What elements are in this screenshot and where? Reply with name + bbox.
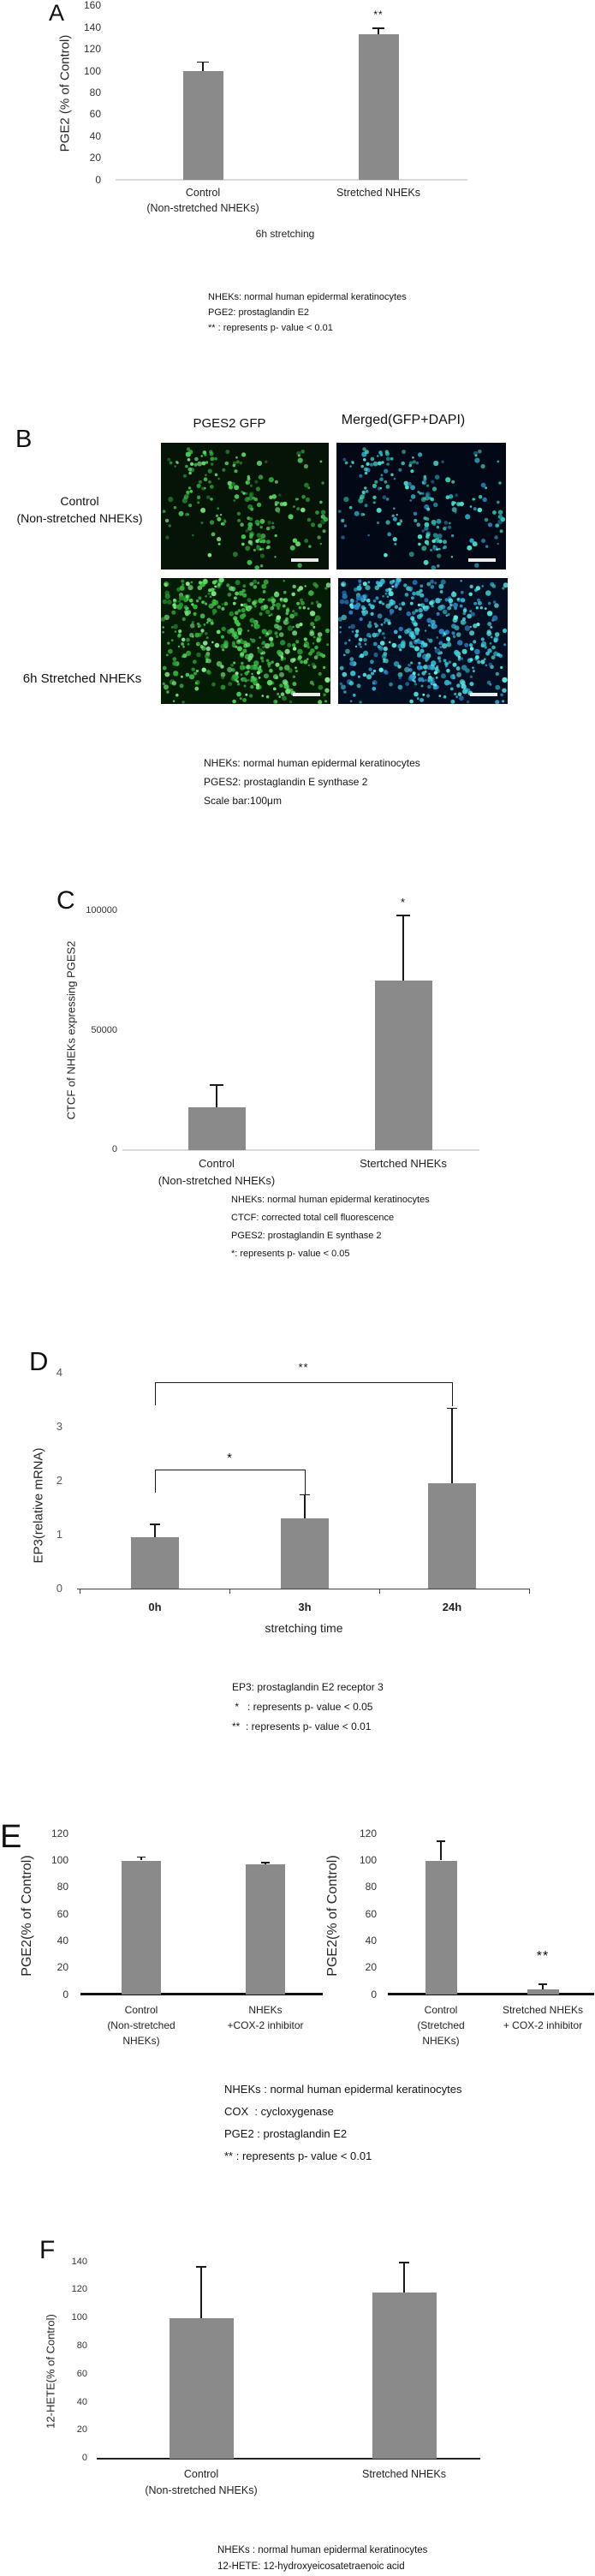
bar <box>170 2318 234 2459</box>
micrograph-stretched-merged <box>338 578 508 704</box>
y-tick-label: 100 <box>359 1854 377 1867</box>
y-tick-label: 120 <box>51 1827 68 1840</box>
category-label: Control <box>185 187 221 199</box>
y-tick-label: 40 <box>365 1934 377 1947</box>
y-tick-label: 1 <box>56 1527 62 1541</box>
category-label: (Non-stretched <box>107 2019 176 2031</box>
micrograph-canvas <box>338 578 508 704</box>
significance-mark: * <box>227 1451 233 1465</box>
error-bar-line <box>403 2262 404 2293</box>
significance-mark: * <box>400 896 407 909</box>
error-bar-cap <box>396 915 410 916</box>
y-axis-title-e1: PGE2(% of Control) <box>20 1855 34 1977</box>
sig-bracket-leg <box>155 1382 156 1405</box>
category-label: Control <box>183 2468 219 2480</box>
y-tick-label: 60 <box>57 1907 68 1920</box>
error-bar-cap <box>261 1862 270 1863</box>
y-tick-label: 80 <box>365 1881 377 1893</box>
micrograph-stretched-gfp <box>161 578 330 704</box>
category-label: Control <box>424 2004 458 2016</box>
bar <box>131 1537 179 1589</box>
category-label: Stretched NHEKs <box>502 2004 584 2016</box>
caption-c-line: PGES2: prostaglandin E synthase 2 <box>231 1231 382 1241</box>
y-tick-label: 0 <box>56 1581 62 1595</box>
bar <box>281 1518 329 1589</box>
error-bar-cap <box>137 1857 146 1858</box>
category-label: 0h <box>148 1601 162 1613</box>
column-header-merged: Merged(GFP+DAPI) <box>341 413 466 427</box>
micrograph-canvas <box>161 443 329 569</box>
error-bar-line <box>440 1840 441 1860</box>
bar <box>246 1864 285 1995</box>
error-bar-cap <box>447 1408 457 1410</box>
y-tick-label: 20 <box>89 152 101 164</box>
error-bar-line <box>200 2266 201 2318</box>
error-bar-cap <box>197 62 209 63</box>
category-label: +COX-2 inhibitor <box>227 2019 304 2031</box>
y-axis-title-e2: PGE2(% of Control) <box>325 1855 340 1977</box>
sig-bracket-leg <box>452 1382 453 1406</box>
micrograph-control-merged <box>336 443 506 569</box>
y-tick-label: 100 <box>83 64 101 77</box>
y-tick-label: 120 <box>83 43 101 56</box>
error-bar-cap <box>372 27 384 29</box>
error-bar-line <box>202 62 203 71</box>
caption-d-line: ** : represents p- value < 0.01 <box>232 1720 372 1732</box>
y-tick-label: 40 <box>89 129 101 142</box>
caption-c-line: CTCF: corrected total cell fluorescence <box>231 1213 395 1223</box>
panel-letter-e: E <box>0 1819 22 1855</box>
y-tick-label: 60 <box>76 2368 87 2379</box>
x-axis-tick <box>379 1589 380 1594</box>
category-label: Control <box>124 2004 158 2016</box>
y-tick-label: 3 <box>56 1419 62 1433</box>
micrograph-control-gfp <box>161 443 329 569</box>
category-label: NHEKs) <box>122 2035 160 2047</box>
y-tick-label: 120 <box>71 2284 87 2295</box>
panel-letter-a: A <box>49 0 65 26</box>
y-tick-label: 80 <box>89 86 101 98</box>
caption-e-line: PGE2 : prostaglandin E2 <box>224 2127 348 2140</box>
significance-mark: ** <box>298 1361 309 1374</box>
caption-e-line: ** : represents p- value < 0.01 <box>224 2150 372 2162</box>
category-label: (Stretched <box>417 2019 465 2031</box>
x-axis-e1 <box>80 1993 323 1995</box>
error-bar-line <box>402 915 403 981</box>
y-tick-label: 20 <box>76 2424 87 2436</box>
y-tick-label: 160 <box>83 0 101 12</box>
error-bar-line <box>154 1524 155 1537</box>
error-bar-cap <box>399 2262 409 2263</box>
error-bar-line <box>216 1084 217 1107</box>
x-axis-tick <box>529 1589 530 1594</box>
x-axis-title-a: 6h stretching <box>255 228 315 240</box>
category-label: (Non-stretched NHEKs) <box>158 1174 276 1187</box>
y-tick-label: 140 <box>83 21 101 33</box>
category-label: + COX-2 inhibitor <box>503 2019 583 2031</box>
x-axis-title-d: stretching time <box>265 1621 343 1635</box>
y-tick-label: 2 <box>56 1473 62 1487</box>
x-axis-e2 <box>388 1993 594 1995</box>
category-label: NHEKs) <box>422 2035 460 2047</box>
caption-a-line: PGE2: prostaglandin E2 <box>208 307 310 318</box>
error-bar-cap <box>150 1524 160 1525</box>
bar <box>428 1483 476 1589</box>
caption-a-line: NHEKs: normal human epidermal keratinocytes <box>208 292 407 302</box>
caption-c-line: *: represents p- value < 0.05 <box>231 1249 350 1259</box>
caption-b-line: PGES2: prostaglandin E synthase 2 <box>204 776 368 788</box>
y-tick-label: 0 <box>111 1144 117 1155</box>
y-tick-label: 80 <box>76 2340 87 2351</box>
caption-e-line: COX : cycloxygenase <box>224 2105 334 2118</box>
bar <box>372 2293 437 2459</box>
category-label: (Non-stretched NHEKs) <box>146 202 259 214</box>
micrograph-canvas <box>161 578 330 704</box>
y-tick-label: 60 <box>89 108 101 121</box>
y-tick-label: 40 <box>57 1934 68 1947</box>
bar <box>359 34 399 180</box>
bar <box>527 1989 559 1995</box>
caption-f-line: 12-HETE: 12-hydroxyeicosatetraenoic acid <box>217 2561 405 2572</box>
y-tick-label: 100000 <box>86 905 117 916</box>
x-axis-a <box>116 179 467 181</box>
caption-b-line: NHEKs: normal human epidermal keratinocytes <box>204 757 420 769</box>
row-label-control-2: (Non-stretched NHEKs) <box>16 511 143 525</box>
category-label: Stretched NHEKs <box>362 2468 446 2480</box>
sig-bracket-leg <box>305 1470 306 1500</box>
significance-mark: ** <box>536 1949 550 1964</box>
caption-d-line: * : represents p- value < 0.05 <box>232 1701 373 1713</box>
category-label: 24h <box>442 1601 462 1613</box>
y-tick-label: 100 <box>51 1854 68 1867</box>
y-axis-title-d: EP3(relative mRNA) <box>31 1447 46 1564</box>
y-tick-label: 40 <box>76 2396 87 2407</box>
caption-a-line: ** : represents p- value < 0.01 <box>208 323 333 333</box>
y-tick-label: 0 <box>62 1988 68 2001</box>
category-label: Stretched NHEKs <box>336 187 420 199</box>
y-axis-title-c: CTCF of NHEKs expressing PGES2 <box>64 940 78 1120</box>
category-label: Stertched NHEKs <box>360 1157 447 1170</box>
y-tick-label: 20 <box>57 1961 68 1974</box>
y-tick-label: 120 <box>359 1827 377 1840</box>
category-label: 3h <box>298 1601 312 1613</box>
error-bar-cap <box>437 1840 445 1842</box>
x-axis-tick <box>229 1589 230 1594</box>
error-bar-cap <box>538 1983 547 1985</box>
panel-letter-b: B <box>15 426 33 453</box>
caption-e-line: NHEKs : normal human epidermal keratinocytes <box>224 2083 462 2096</box>
panel-letter-d: D <box>29 1346 49 1376</box>
y-tick-label: 0 <box>81 2453 87 2464</box>
caption-d-line: EP3: prostaglandin E2 receptor 3 <box>232 1681 384 1693</box>
y-tick-label: 100 <box>71 2312 87 2323</box>
y-tick-label: 20 <box>365 1961 377 1974</box>
panel-letter-f: F <box>39 2236 56 2264</box>
caption-f-line: NHEKs : normal human epidermal keratinocytes <box>217 2545 428 2555</box>
bar <box>122 1861 161 1995</box>
y-tick-label: 0 <box>371 1988 377 2001</box>
y-axis-title-a: PGE2 (% of Control) <box>57 34 73 152</box>
y-tick-label: 80 <box>57 1881 68 1893</box>
y-axis-title-f: 12-HETE(% of Control) <box>44 2314 57 2429</box>
error-bar-cap <box>196 2266 206 2268</box>
y-tick-label: 50000 <box>91 1024 117 1035</box>
error-bar-cap <box>210 1084 223 1086</box>
row-label-control-1: Control <box>60 494 99 508</box>
significance-mark: ** <box>373 9 384 21</box>
caption-c-line: NHEKs: normal human epidermal keratinocytes <box>231 1195 430 1205</box>
column-header-pges2-gfp: PGES2 GFP <box>193 416 266 431</box>
micrograph-canvas <box>336 443 506 569</box>
category-label: NHEKs <box>248 2004 283 2016</box>
error-bar-line <box>451 1408 452 1483</box>
bar <box>375 981 432 1150</box>
sig-bracket-leg <box>155 1470 156 1493</box>
category-label: (Non-stretched NHEKs) <box>145 2484 258 2496</box>
caption-b-line: Scale bar:100μm <box>204 795 282 807</box>
sig-bracket-line <box>155 1382 452 1383</box>
row-label-stretched: 6h Stretched NHEKs <box>22 671 142 686</box>
y-tick-label: 4 <box>56 1365 62 1379</box>
bar <box>188 1107 246 1150</box>
y-tick-label: 60 <box>365 1907 377 1920</box>
y-tick-label: 0 <box>95 173 101 186</box>
category-label: Control <box>199 1157 235 1170</box>
panel-letter-c: C <box>57 886 75 915</box>
bar <box>425 1861 457 1995</box>
y-tick-label: 140 <box>71 2256 87 2267</box>
bar <box>183 71 223 180</box>
